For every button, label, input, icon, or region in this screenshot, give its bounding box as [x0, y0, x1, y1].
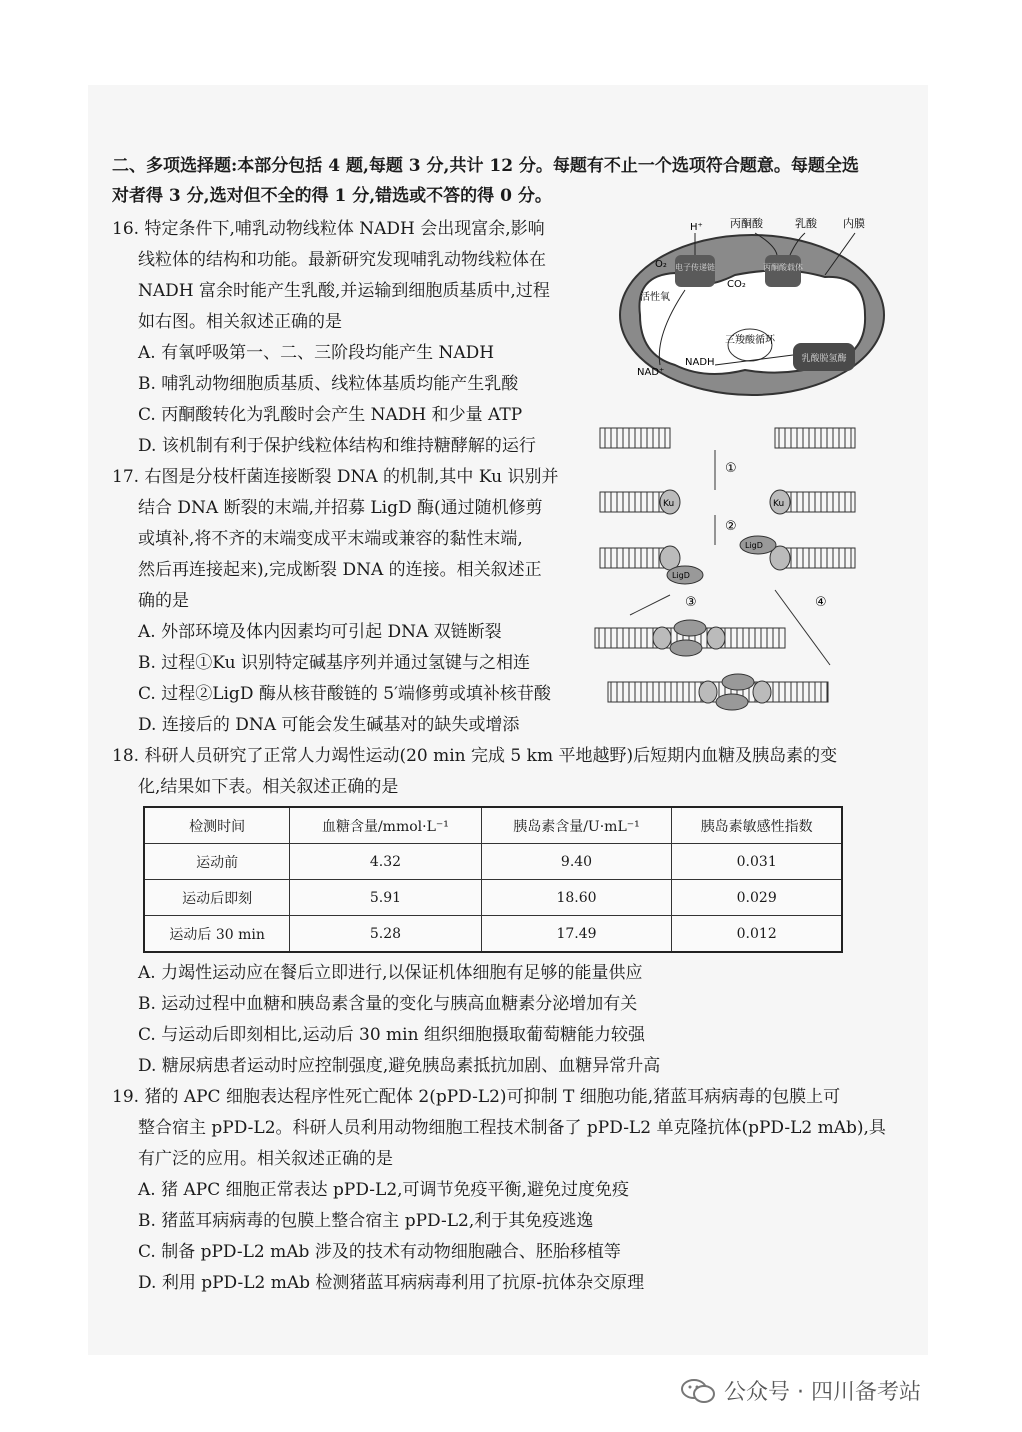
q19-option-a: A. 猪 APC 细胞正常表达 pPD-L2,可调节免疫平衡,避免过度免疫 [138, 1180, 629, 1200]
table-cell: 17.49 [481, 916, 672, 953]
q16-stem-line1: 16. 特定条件下,哺乳动物线粒体 NADH 会出现富余,影响 [112, 219, 545, 239]
table-cell: 5.28 [290, 916, 481, 953]
dna-row-joined-left [595, 620, 785, 656]
step4-label: ④ [815, 595, 827, 610]
ku-label-right: Ku [773, 499, 785, 509]
q18-stem-line1: 18. 科研人员研究了正常人力竭性运动(20 min 完成 5 km 平地越野)后短期内血糖及胰岛素的变 [112, 746, 838, 766]
q17-option-c: C. 过程②LigD 酶从核苷酸链的 5′端修剪或填补核苷酸 [138, 684, 551, 704]
q17-stem-line2: 结合 DNA 断裂的末端,并招募 LigD 酶(通过随机修剪 [138, 498, 543, 518]
table-header-row [144, 807, 842, 844]
dna-row-ligd [600, 536, 855, 584]
ligd-label-right: LigD [745, 541, 763, 550]
section-heading-line1: 二、多项选择题:本部分包括 4 题,每题 3 分,共计 12 分。每题有不止一个选项符合题意。每题全选 [112, 156, 859, 176]
electron-chain-label: 电子传递链 [675, 263, 715, 272]
wechat-icon [680, 1378, 716, 1404]
nad-label: NAD⁺ [637, 367, 665, 378]
q19-option-b: B. 猪蓝耳病病毒的包膜上整合宿主 pPD-L2,利于其免疫逃逸 [138, 1211, 594, 1231]
pyruvate-label: 丙酮酸 [730, 217, 763, 230]
q17-option-b: B. 过程①Ku 识别特定碱基序列并通过氢键与之相连 [138, 653, 530, 673]
inner-membrane-label: 内膜 [843, 217, 865, 230]
q17-stem-line4: 然后再连接起来),完成断裂 DNA 的连接。相关叙述正 [138, 560, 542, 580]
table-cell: 18.60 [481, 880, 672, 916]
table-row [144, 880, 842, 916]
q17-option-d: D. 连接后的 DNA 可能会发生碱基对的缺失或增添 [138, 715, 520, 735]
q16-option-b: B. 哺乳动物细胞质基质、线粒体基质均能产生乳酸 [138, 374, 519, 394]
ros-label: 活性氧 [640, 292, 670, 303]
step1-label: ① [725, 461, 737, 476]
q18-stem-line2: 化,结果如下表。相关叙述正确的是 [138, 777, 399, 797]
q19-option-c: C. 制备 pPD-L2 mAb 涉及的技术有动物细胞融合、胚胎移植等 [138, 1242, 621, 1262]
q18-option-c: C. 与运动后即刻相比,运动后 30 min 组织细胞摄取葡萄糖能力较强 [138, 1025, 645, 1045]
tca-label: 三羧酸循环 [725, 335, 775, 346]
table-cell: 0.029 [672, 880, 842, 916]
table-header-cell: 胰岛素含量/U·mL⁻¹ [481, 807, 672, 844]
table-cell: 4.32 [290, 844, 481, 880]
table-cell: 0.031 [672, 844, 842, 880]
watermark [680, 1375, 921, 1406]
o2-label: O₂ [655, 259, 667, 270]
step3-label: ③ [685, 595, 697, 610]
q17-stem-line1: 17. 右图是分枝杆菌连接断裂 DNA 的机制,其中 Ku 识别并 [112, 467, 559, 487]
q16-stem-line3: NADH 富余时能产生乳酸,并运输到细胞质基质中,过程 [138, 281, 550, 301]
step2-label: ② [725, 519, 737, 534]
q19-stem-line3: 有广泛的应用。相关叙述正确的是 [138, 1149, 393, 1169]
h-ion-label: H⁺ [690, 222, 703, 233]
watermark-text: 公众号 · 四川备考站 [724, 1380, 921, 1405]
lactate-label: 乳酸 [795, 217, 817, 230]
table-cell: 运动前 [144, 844, 290, 880]
table-header-cell: 血糖含量/mmol·L⁻¹ [290, 807, 481, 844]
q17-stem-line3: 或填补,将不齐的末端变成平末端或兼容的黏性末端, [138, 529, 523, 549]
table-cell: 5.91 [290, 880, 481, 916]
q17-stem-line5: 确的是 [138, 591, 189, 611]
table-header-cell: 胰岛素敏感性指数 [672, 807, 842, 844]
q17-option-a: A. 外部环境及体内因素均可引起 DNA 双链断裂 [138, 622, 502, 642]
ligd-label-left: LigD [672, 571, 690, 580]
q16-option-c: C. 丙酮酸转化为乳酸时会产生 NADH 和少量 ATP [138, 405, 523, 425]
dna-row-broken [600, 428, 855, 448]
table-row [144, 916, 842, 953]
q18-option-b: B. 运动过程中血糖和胰岛素含量的变化与胰高血糖素分泌增加有关 [138, 994, 638, 1014]
q16-option-a: A. 有氧呼吸第一、二、三阶段均能产生 NADH [138, 343, 495, 363]
table-cell: 9.40 [481, 844, 672, 880]
step3-arrow [630, 595, 670, 615]
q19-option-d: D. 利用 pPD-L2 mAb 检测猪蓝耳病病毒利用了抗原-抗体杂交原理 [138, 1273, 645, 1293]
nadh-label: NADH [685, 357, 715, 368]
q18-option-a: A. 力竭性运动应在餐后立即进行,以保证机体细胞有足够的能量供应 [138, 963, 643, 983]
mitochondrion-figure [615, 205, 890, 400]
q16-stem-line2: 线粒体的结构和功能。最新研究发现哺乳动物线粒体在 [138, 250, 546, 270]
ku-label-left: Ku [663, 499, 675, 509]
section-heading-line2: 对者得 3 分,选对但不全的得 1 分,错选或不答的得 0 分。 [112, 186, 552, 206]
q18-data-table [143, 806, 843, 953]
dna-repair-figure [590, 420, 890, 720]
table-header-cell: 检测时间 [144, 807, 290, 844]
pyruvate-carrier-label: 丙酮酸载体 [763, 263, 803, 272]
table-cell: 0.012 [672, 916, 842, 953]
table-cell: 运动后即刻 [144, 880, 290, 916]
q19-stem-line2: 整合宿主 pPD-L2。科研人员利用动物细胞工程技术制备了 pPD-L2 单克隆抗体(pPD-L2 mAb),具 [138, 1118, 886, 1138]
table-row [144, 844, 842, 880]
table-cell: 运动后 30 min [144, 916, 290, 953]
dna-row-ku [600, 490, 855, 514]
q16-option-d: D. 该机制有利于保护线粒体结构和维持糖酵解的运行 [138, 436, 536, 456]
co2-label: CO₂ [727, 279, 746, 290]
q16-stem-line4: 如右图。相关叙述正确的是 [138, 312, 342, 332]
q19-stem-line1: 19. 猪的 APC 细胞表达程序性死亡配体 2(pPD-L2)可抑制 T 细胞功能,猪蓝耳病病毒的包膜上可 [112, 1087, 841, 1107]
dna-row-joined-right [608, 674, 828, 710]
q18-option-d: D. 糖尿病患者运动时应控制强度,避免胰岛素抵抗加剧、血糖异常升高 [138, 1056, 661, 1076]
ldh-label: 乳酸脱氢酶 [801, 354, 847, 364]
